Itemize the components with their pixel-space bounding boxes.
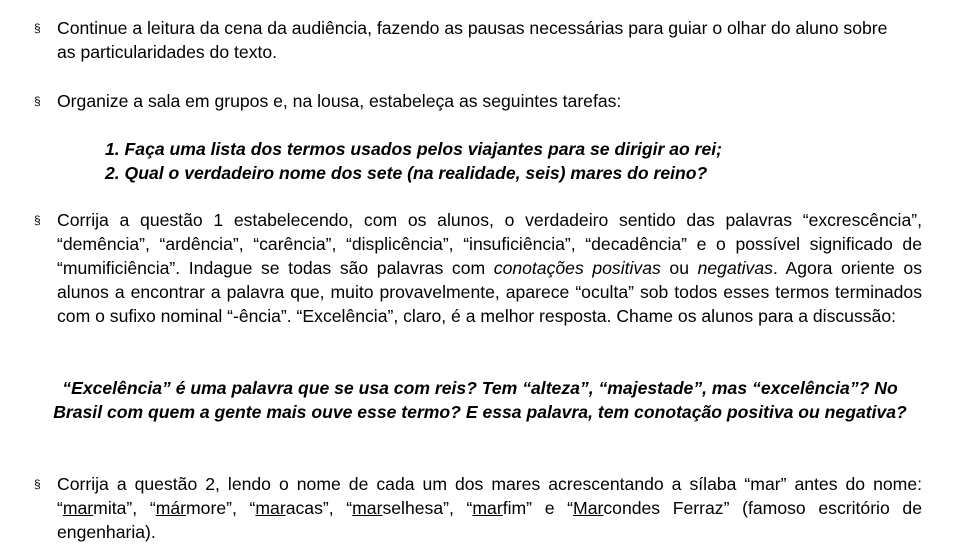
bullet-item-4 bbox=[34, 472, 922, 544]
text-run: fim” e “ bbox=[502, 498, 574, 518]
bullet-text bbox=[57, 472, 922, 544]
underlined-syllable: mar bbox=[62, 498, 94, 518]
text-run: ou bbox=[660, 258, 698, 278]
bullet-item-2 bbox=[34, 89, 922, 113]
bullet-text: Organize a sala em grupos e, na lousa, estabeleça as seguintes tarefas: bbox=[57, 91, 622, 111]
bullet-item-1 bbox=[34, 16, 922, 64]
text-run: condes Ferraz” (famoso escritório de engenharia). bbox=[57, 498, 922, 542]
bullet-text: Continue a leitura da cena da audiência, fazendo as pausas necessárias para guiar o olhar do aluno sobre as particularidades do texto. bbox=[57, 18, 888, 62]
underlined-syllable: Mar bbox=[573, 498, 604, 518]
text-run: Corrija a questão 2, lendo o nome de cada um dos mares acrescentando a sílaba “mar” antes do nome: “ bbox=[57, 474, 922, 518]
text-run: mita”, “ bbox=[93, 498, 156, 518]
text-run: selhesa”, “ bbox=[382, 498, 473, 518]
emphasis-positive: conotações positivas bbox=[493, 258, 661, 278]
bullet-marker: § bbox=[34, 477, 41, 491]
bullet-marker: § bbox=[34, 21, 41, 35]
text-run: more”, “ bbox=[186, 498, 256, 518]
task-item-1: 1. Faça uma lista dos termos usados pelos viajantes para se dirigir ao rei; bbox=[105, 139, 722, 159]
task-list bbox=[105, 137, 865, 185]
task-item-2: 2. Qual o verdadeiro nome dos sete (na realidade, seis) mares do reino? bbox=[105, 163, 708, 183]
underlined-syllable: már bbox=[155, 498, 187, 518]
bullet-marker: § bbox=[34, 94, 41, 108]
text-run: Corrija a questão 1 estabelecendo, com os alunos, o verdadeiro sentido das palavras “excrescência”, “demência”, “ardência”, “carência”, “displicência”, “insuficiência”, “decadência” e o possível significado de “mumificiência”. Indague se todas são palavras com bbox=[57, 210, 922, 278]
bullet-marker: § bbox=[34, 213, 41, 227]
bullet-item-3 bbox=[34, 208, 922, 328]
underlined-syllable: mar bbox=[255, 498, 286, 518]
underlined-syllable: mar bbox=[472, 498, 503, 518]
text-run: acas”, “ bbox=[285, 498, 353, 518]
underlined-syllable: mar bbox=[352, 498, 383, 518]
text-run: . Agora oriente os alunos a encontrar a palavra que, muito provavelmente, aparece “oculta” sob todos esses termos terminados com o sufixo nominal “-ência”. “Excelência”, claro, é a melhor resposta. Chame os alunos para a discussão: bbox=[57, 258, 923, 326]
emphasis-negative: negativas bbox=[697, 258, 773, 278]
bullet-text bbox=[57, 208, 922, 328]
discussion-quote: “Excelência” é uma palavra que se usa com reis? Tem “alteza”, “majestade”, mas “excelência”? No Brasil com quem a gente mais ouve esse termo? E essa palavra, tem conotação positiva ou negativa? bbox=[53, 378, 907, 422]
